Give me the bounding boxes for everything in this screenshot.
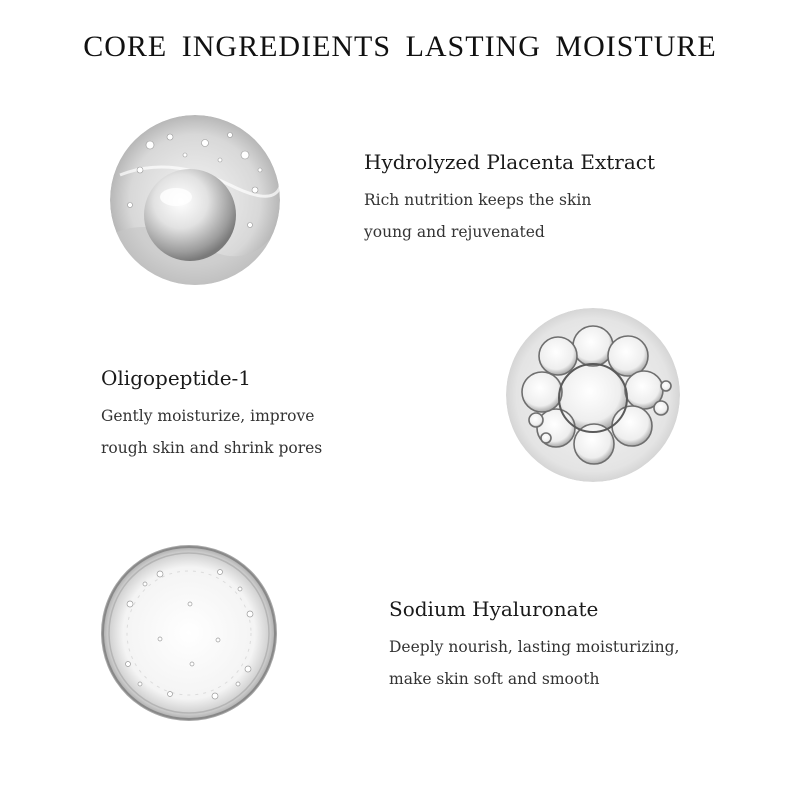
ingredient-description xyxy=(364,184,655,248)
description-line: make skin soft and smooth xyxy=(389,670,600,688)
ingredient-name: Sodium Hyaluronate xyxy=(389,597,599,621)
bubble-cluster-icon xyxy=(506,308,680,482)
description-line: rough skin and shrink pores xyxy=(101,439,323,457)
description-line: Rich nutrition keeps the skin xyxy=(364,191,592,209)
ingredient-name: Hydrolyzed Placenta Extract xyxy=(364,150,656,174)
ingredient-oligopeptide-1 xyxy=(101,366,322,464)
ingredient-description xyxy=(101,400,322,464)
description-line: Gently moisturize, improve xyxy=(101,407,315,425)
ingredient-description xyxy=(389,631,679,695)
ingredient-hydrolyzed-placenta-extract xyxy=(364,150,655,248)
description-line: Deeply nourish, lasting moisturizing, xyxy=(389,638,680,656)
description-line: young and rejuvenated xyxy=(364,223,545,241)
ingredient-name: Oligopeptide-1 xyxy=(101,366,252,390)
page-title: CORE INGREDIENTS LASTING MOISTURE xyxy=(83,30,717,63)
water-ripple-circle-icon xyxy=(100,544,278,722)
ingredient-sodium-hyaluronate xyxy=(389,597,679,695)
water-droplet-sphere-icon xyxy=(110,115,280,285)
